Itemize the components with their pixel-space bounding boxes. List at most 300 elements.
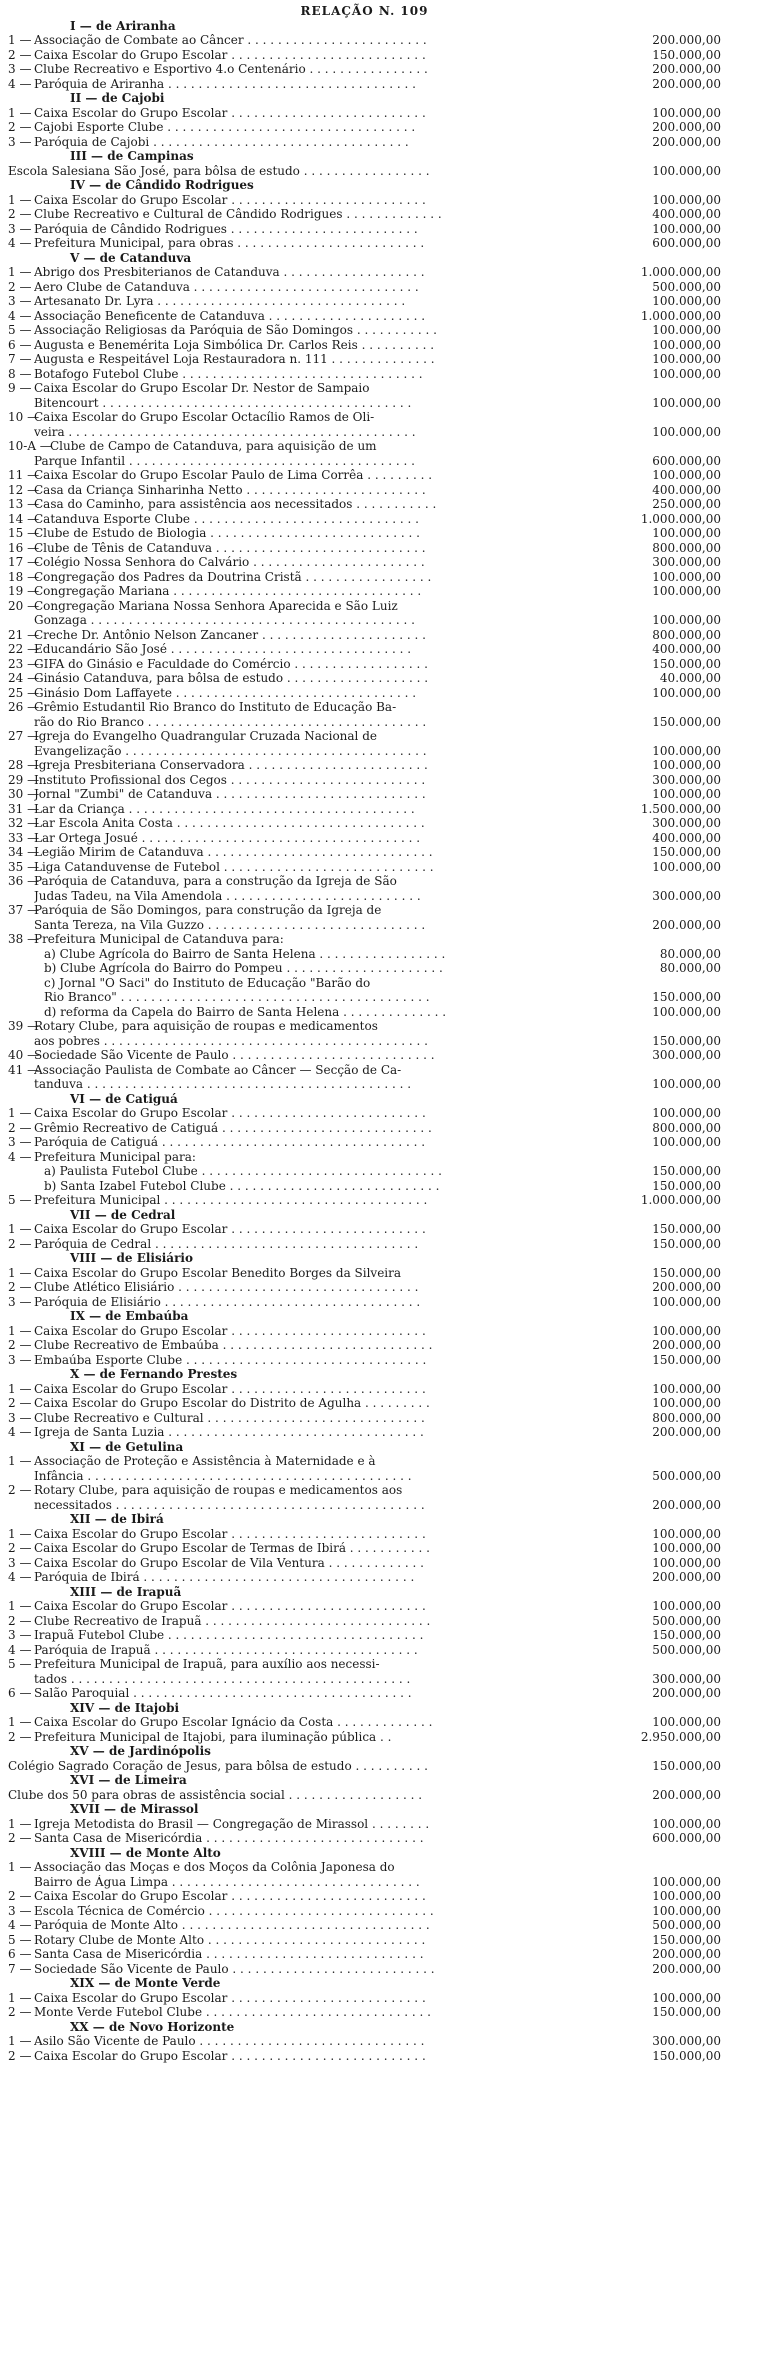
item-amount: 100.000,00	[652, 1323, 721, 1338]
item-number: 4 —	[8, 1642, 32, 1657]
item-amount: 150.000,00	[652, 1265, 721, 1280]
item-number: 1 —	[8, 1860, 32, 1874]
item-number: 28 —	[8, 758, 40, 772]
item-label: Lar da Criança . . . . . . . . . . . . . . . . . . . . . . . . . . . . . . . . . . . . . .	[34, 801, 415, 816]
item-number: 2 —	[8, 1889, 32, 1903]
item-number: 1 —	[8, 33, 32, 47]
section-heading	[8, 1092, 721, 1107]
item-label: Prefeitura Municipal . . . . . . . . . . . . . . . . . . . . . . . . . . . . . . . . . . .	[34, 1193, 428, 1207]
item-amount: 1.000.000,00	[640, 511, 721, 526]
item-amount: 200.000,00	[652, 1686, 721, 1700]
list-item	[8, 729, 721, 744]
item-amount: 100.000,00	[652, 1816, 721, 1831]
item-label: Associação Paulista de Combate ao Câncer — Secção de Ca-	[34, 1062, 402, 1077]
item-label: Caixa Escolar do Grupo Escolar . . . . . . . . . . . . . . . . . . . . . . . . . .	[34, 1323, 426, 1338]
item-amount: 100.000,00	[652, 221, 721, 236]
item-number: 17 —	[8, 555, 40, 569]
item-amount: 100.000,00	[652, 1990, 721, 2005]
item-amount: 800.000,00	[652, 1410, 721, 1425]
item-amount: 100.000,00	[652, 163, 721, 178]
item-label: Caixa Escolar do Grupo Escolar . . . . . . . . . . . . . . . . . . . . . . . . . .	[34, 1381, 426, 1396]
item-number: 7 —	[8, 1961, 32, 1976]
list-item	[8, 120, 721, 135]
item-amount: 150.000,00	[652, 1222, 721, 1236]
item-label: b) Clube Agrícola do Bairro do Pompeu . . . . . . . . . . . . . . . . . . . . .	[44, 961, 443, 975]
item-number: 12 —	[8, 482, 40, 497]
item-amount: 400.000,00	[652, 482, 721, 497]
section-title: IV — de Cândido Rodrigues	[70, 178, 254, 192]
item-label: Colégio Sagrado Coração de Jesus, para bôlsa de estudo . . . . . . . . . .	[8, 1758, 428, 1773]
item-number: 5 —	[8, 1932, 32, 1947]
item-amount: 400.000,00	[652, 207, 721, 221]
section-title: XIX — de Monte Verde	[70, 1976, 221, 1990]
item-amount: 200.000,00	[652, 1280, 721, 1294]
item-number: 25 —	[8, 685, 40, 700]
item-number: 6 —	[8, 1947, 32, 1961]
item-amount: 200.000,00	[652, 62, 721, 76]
item-number: 5 —	[8, 323, 32, 337]
list-item	[8, 207, 721, 222]
item-label: Associação Beneficente de Catanduva . . . . . . . . . . . . . . . . . . . . .	[34, 308, 426, 323]
item-label: Clube de Campo de Catanduva, para aquisição de um	[50, 439, 377, 453]
item-amount: 100.000,00	[652, 526, 721, 540]
item-label: Paróquia de São Domingos, para construção da Igreja de	[34, 903, 382, 917]
section-title: VIII — de Elisiário	[70, 1251, 193, 1265]
item-number: 2 —	[8, 2048, 32, 2063]
item-label: Judas Tadeu, na Vila Amendola . . . . . . . . . . . . . . . . . . . . . . . . . .	[34, 888, 421, 903]
item-amount: 100.000,00	[652, 1135, 721, 1149]
list-subitem	[8, 1164, 721, 1179]
item-number: 8 —	[8, 366, 32, 381]
section-heading	[8, 1802, 721, 1817]
item-number: 37 —	[8, 903, 40, 917]
list-item	[8, 1788, 721, 1803]
list-item	[8, 1672, 721, 1687]
item-label: Clube Recreativo de Embaúba . . . . . . . . . . . . . . . . . . . . . . . . . . . .	[34, 1338, 433, 1352]
item-label: Paróquia de Elisiário . . . . . . . . . . . . . . . . . . . . . . . . . . . . . . . . . .	[34, 1294, 421, 1309]
list-item	[8, 193, 721, 208]
section-heading	[8, 1309, 721, 1324]
item-label: Clube Recreativo e Esportivo 4.o Centenário . . . . . . . . . . . . . . . .	[34, 62, 428, 76]
list-item	[8, 1686, 721, 1701]
item-label: Infância . . . . . . . . . . . . . . . . . . . . . . . . . . . . . . . . . . . . . . . . . . .	[34, 1468, 412, 1483]
list-item	[8, 1106, 721, 1121]
item-amount: 100.000,00	[652, 584, 721, 598]
item-number: 3 —	[8, 1903, 32, 1918]
item-label: Augusta e Respeitável Loja Restauradora n. 111 . . . . . . . . . . . . . .	[34, 352, 435, 366]
list-item	[8, 1875, 721, 1890]
item-number: 3 —	[8, 221, 32, 236]
item-number: 2 —	[8, 1396, 32, 1410]
item-number: 2 —	[8, 279, 32, 294]
list-item	[8, 671, 721, 686]
list-item	[8, 584, 721, 599]
item-number: 2 —	[8, 1280, 32, 1294]
item-number: 38 —	[8, 932, 40, 946]
item-amount: 100.000,00	[652, 1077, 721, 1091]
section-heading	[8, 178, 721, 193]
item-amount: 1.500.000,00	[640, 801, 721, 816]
item-amount: 100.000,00	[652, 787, 721, 801]
item-number: 1 —	[8, 1599, 32, 1613]
item-number: 10 —	[8, 410, 40, 424]
item-amount: 200.000,00	[652, 120, 721, 134]
list-item	[8, 468, 721, 483]
list-item	[8, 1962, 721, 1977]
item-amount: 100.000,00	[652, 192, 721, 207]
item-number: 15 —	[8, 526, 40, 540]
list-item	[8, 1063, 721, 1078]
section-heading	[8, 1440, 721, 1455]
item-amount: 100.000,00	[652, 1599, 721, 1613]
list-subitem	[8, 961, 721, 976]
item-label: Igreja Metodista do Brasil — Congregação de Mirassol . . . . . . . .	[34, 1816, 430, 1831]
list-item	[8, 1947, 721, 1962]
item-amount: 100.000,00	[652, 685, 721, 700]
item-number: 1 —	[8, 1323, 32, 1338]
item-amount: 80.000,00	[659, 946, 721, 961]
item-label: tados . . . . . . . . . . . . . . . . . . . . . . . . . . . . . . . . . . . . . . . . . . . . .	[34, 1671, 411, 1686]
item-label: Caixa Escolar do Grupo Escolar . . . . . . . . . . . . . . . . . . . . . . . . . .	[34, 1526, 426, 1541]
item-number: 9 —	[8, 381, 32, 395]
section-title: IX — de Embaúba	[70, 1309, 189, 1323]
item-label: Abrigo dos Presbiterianos de Catanduva . . . . . . . . . . . . . . . . . . .	[34, 265, 425, 279]
item-number: 22 —	[8, 642, 40, 656]
item-label: a) Paulista Futebol Clube . . . . . . . . . . . . . . . . . . . . . . . . . . . . . . . .	[44, 1164, 442, 1178]
item-label: Botafogo Futebol Clube . . . . . . . . . . . . . . . . . . . . . . . . . . . . . . . .	[34, 366, 423, 381]
item-amount: 600.000,00	[652, 236, 721, 250]
item-number: 3 —	[8, 1628, 32, 1642]
list-item	[8, 1266, 721, 1281]
item-label: Bitencourt . . . . . . . . . . . . . . . . . . . . . . . . . . . . . . . . . . . . . . . . .	[34, 395, 412, 410]
item-label: Paróquia de Ariranha . . . . . . . . . . . . . . . . . . . . . . . . . . . . . . . . .	[34, 76, 416, 91]
list-item	[8, 541, 721, 556]
list-item	[8, 1411, 721, 1426]
list-item	[8, 1759, 721, 1774]
page-title: RELAÇÃO N. 109	[300, 4, 429, 18]
item-label: Clube dos 50 para obras de assistência social . . . . . . . . . . . . . . . . . .	[8, 1787, 423, 1802]
item-amount: 100.000,00	[652, 1381, 721, 1396]
item-amount: 100.000,00	[652, 352, 721, 366]
item-label: Sociedade São Vicente de Paulo . . . . . . . . . . . . . . . . . . . . . . . . . . .	[34, 1961, 435, 1976]
item-label: Escola Técnica de Comércio . . . . . . . . . . . . . . . . . . . . . . . . . . . . . .	[34, 1903, 434, 1918]
list-item	[8, 367, 721, 382]
item-amount: 1.000.000,00	[640, 265, 721, 279]
list-item	[8, 613, 721, 628]
item-label: Salão Paroquial . . . . . . . . . . . . . . . . . . . . . . . . . . . . . . . . . . . . .	[34, 1686, 412, 1700]
list-item	[8, 396, 721, 411]
item-label: Cajobi Esporte Clube . . . . . . . . . . . . . . . . . . . . . . . . . . . . . . . . .	[34, 120, 416, 134]
item-label: Rio Branco" . . . . . . . . . . . . . . . . . . . . . . . . . . . . . . . . . . . . . . . . .	[44, 990, 430, 1004]
item-amount: 100.000,00	[652, 395, 721, 410]
item-label: Caixa Escolar do Grupo Escolar . . . . . . . . . . . . . . . . . . . . . . . . . .	[34, 105, 426, 120]
list-subitem	[8, 990, 721, 1005]
item-label: Parque Infantil . . . . . . . . . . . . . . . . . . . . . . . . . . . . . . . . . . . . . .	[34, 453, 415, 468]
list-item	[8, 845, 721, 860]
item-label: Prefeitura Municipal para:	[34, 1149, 196, 1164]
section-title: XII — de Ibirá	[70, 1512, 164, 1526]
item-amount: 100.000,00	[652, 1106, 721, 1120]
item-amount: 800.000,00	[652, 1120, 721, 1135]
item-label: Lar Escola Anita Costa . . . . . . . . . . . . . . . . . . . . . . . . . . . . . . . . .	[34, 816, 425, 830]
item-amount: 150.000,00	[652, 2005, 721, 2019]
section-heading	[8, 1773, 721, 1788]
item-amount: 800.000,00	[652, 540, 721, 555]
section-title: II — de Cajobi	[70, 91, 165, 105]
item-amount: 300.000,00	[652, 555, 721, 569]
item-number: 1 —	[8, 1106, 32, 1120]
item-number: 3 —	[8, 62, 32, 76]
list-item	[8, 1077, 721, 1092]
item-amount: 150.000,00	[652, 1236, 721, 1251]
item-amount: 200.000,00	[652, 1338, 721, 1352]
item-label: Clube Recreativo de Irapuã . . . . . . . . . . . . . . . . . . . . . . . . . . . . . .	[34, 1613, 431, 1628]
list-item	[8, 352, 721, 367]
item-amount: 1.000.000,00	[640, 308, 721, 323]
item-label: Jornal "Zumbi" de Catanduva . . . . . . . . . . . . . . . . . . . . . . . . . . . .	[34, 787, 426, 801]
item-number: 35 —	[8, 859, 40, 874]
item-amount: 250.000,00	[652, 497, 721, 511]
item-amount: 100.000,00	[652, 859, 721, 874]
item-number: 1 —	[8, 2034, 32, 2048]
list-item	[8, 700, 721, 715]
list-item	[8, 280, 721, 295]
list-item	[8, 483, 721, 498]
item-amount: 150.000,00	[652, 1758, 721, 1773]
item-label: GIFA do Ginásio e Faculdade do Comércio . . . . . . . . . . . . . . . . . .	[34, 656, 428, 671]
item-number: 1 —	[8, 1265, 32, 1280]
item-label: Caixa Escolar do Grupo Escolar . . . . . . . . . . . . . . . . . . . . . . . . . .	[34, 2048, 426, 2063]
item-label: Clube Recreativo e Cultural . . . . . . . . . . . . . . . . . . . . . . . . . . . . .	[34, 1410, 425, 1425]
section-title: XIII — de Irapuã	[70, 1584, 182, 1599]
item-number: 2 —	[8, 1120, 32, 1135]
item-label: Lar Ortega Josué . . . . . . . . . . . . . . . . . . . . . . . . . . . . . . . . . . . . .	[34, 830, 421, 845]
section-title: XV — de Jardinópolis	[70, 1744, 211, 1758]
item-label: Rotary Clube, para aquisição de roupas e medicamentos aos	[34, 1483, 403, 1497]
item-number: 1 —	[8, 1526, 32, 1541]
item-label: Rotary Clube de Monte Alto . . . . . . . . . . . . . . . . . . . . . . . . . . . . .	[34, 1932, 426, 1947]
item-amount: 400.000,00	[652, 642, 721, 656]
list-item	[8, 48, 721, 63]
list-item	[8, 570, 721, 585]
item-amount: 100.000,00	[652, 424, 721, 439]
item-label: Paróquia de Ibirá . . . . . . . . . . . . . . . . . . . . . . . . . . . . . . . . . . . .	[34, 1570, 415, 1584]
item-label: Grêmio Recreativo de Catiguá . . . . . . . . . . . . . . . . . . . . . . . . . . . .	[34, 1120, 432, 1135]
section-title: I — de Ariranha	[70, 18, 176, 33]
item-number: 20 —	[8, 598, 40, 613]
list-item	[8, 1454, 721, 1469]
item-amount: 2.950.000,00	[640, 1729, 721, 1744]
section-heading	[8, 149, 721, 164]
list-item	[8, 1889, 721, 1904]
item-label: Sociedade São Vicente de Paulo . . . . . . . . . . . . . . . . . . . . . . . . . . .	[34, 1048, 435, 1062]
item-label: Santa Tereza, na Vila Guzzo . . . . . . . . . . . . . . . . . . . . . . . . . . . . .	[34, 917, 426, 932]
list-item	[8, 628, 721, 643]
item-amount: 200.000,00	[652, 134, 721, 149]
item-label: necessitados . . . . . . . . . . . . . . . . . . . . . . . . . . . . . . . . . . . . . . . . .	[34, 1497, 425, 1512]
list-item	[8, 1730, 721, 1745]
section-heading	[8, 1585, 721, 1600]
list-item	[8, 1657, 721, 1672]
section-heading	[8, 91, 721, 106]
item-label: veira . . . . . . . . . . . . . . . . . . . . . . . . . . . . . . . . . . . . . . . . . . . . . .	[34, 424, 416, 439]
list-item	[8, 1817, 721, 1832]
list-item	[8, 1121, 721, 1136]
item-label: Gonzaga . . . . . . . . . . . . . . . . . . . . . . . . . . . . . . . . . . . . . . . . . . .	[34, 613, 415, 627]
section-title: V — de Catanduva	[70, 250, 192, 265]
list-item	[8, 1933, 721, 1948]
item-number: 19 —	[8, 584, 40, 598]
list-item	[8, 599, 721, 614]
list-item	[8, 2034, 721, 2049]
item-label: Santa Casa de Misericórdia . . . . . . . . . . . . . . . . . . . . . . . . . . . . .	[34, 1947, 424, 1961]
item-amount: 150.000,00	[652, 1178, 721, 1193]
list-item	[8, 2005, 721, 2020]
item-label: Paróquia de Catanduva, para a construção da Igreja de São	[34, 874, 397, 888]
item-label: Casa do Caminho, para assistência aos necessitados . . . . . . . . . . .	[34, 497, 437, 511]
list-item	[8, 787, 721, 802]
item-amount: 500.000,00	[652, 1918, 721, 1932]
list-item	[8, 1541, 721, 1556]
item-label: Aero Clube de Catanduva . . . . . . . . . . . . . . . . . . . . . . . . . . . . . .	[34, 279, 419, 294]
item-number: 2 —	[8, 47, 32, 62]
item-number: 21 —	[8, 627, 40, 642]
item-amount: 200.000,00	[652, 917, 721, 932]
item-amount: 200.000,00	[652, 76, 721, 91]
item-number: 40 —	[8, 1048, 40, 1062]
item-amount: 150.000,00	[652, 1164, 721, 1178]
section-title: XI — de Getulina	[70, 1439, 184, 1454]
list-item	[8, 1237, 721, 1252]
item-number: 2 —	[8, 1338, 32, 1352]
item-amount: 200.000,00	[652, 1425, 721, 1439]
item-amount: 150.000,00	[652, 1932, 721, 1947]
item-label: Associação de Proteção e Assistência à Maternidade e à	[34, 1454, 376, 1468]
section-title: XVI — de Limeira	[70, 1773, 187, 1787]
item-label: b) Santa Izabel Futebol Clube . . . . . . . . . . . . . . . . . . . . . . . . . . . .	[44, 1178, 440, 1193]
item-number: 3 —	[8, 1410, 32, 1425]
item-label: Augusta e Benemérita Loja Simbólica Dr. Carlos Reis . . . . . . . . . .	[34, 337, 435, 352]
item-amount: 600.000,00	[652, 453, 721, 468]
list-item	[8, 77, 721, 92]
item-number: 3 —	[8, 294, 32, 308]
item-amount: 500.000,00	[652, 1642, 721, 1657]
item-number: 1 —	[8, 265, 32, 279]
list-item	[8, 62, 721, 77]
item-number: 23 —	[8, 656, 40, 671]
item-amount: 40.000,00	[659, 671, 721, 685]
item-label: Paróquia de Cândido Rodrigues . . . . . . . . . . . . . . . . . . . . . . . . .	[34, 221, 418, 236]
section-title: III — de Campinas	[70, 149, 194, 163]
item-label: Prefeitura Municipal, para obras . . . . . . . . . . . . . . . . . . . . . . . . .	[34, 236, 425, 250]
item-label: Prefeitura Municipal de Catanduva para:	[34, 932, 284, 946]
item-number: 13 —	[8, 497, 40, 511]
list-item	[8, 309, 721, 324]
item-number: 14 —	[8, 511, 40, 526]
list-item	[8, 2049, 721, 2064]
item-label: rão do Rio Branco . . . . . . . . . . . . . . . . . . . . . . . . . . . . . . . . . . . . .	[34, 714, 427, 729]
item-number: 2 —	[8, 207, 32, 221]
list-item	[8, 1570, 721, 1585]
section-title: XVIII — de Monte Alto	[70, 1845, 221, 1860]
item-label: Caixa Escolar do Grupo Escolar . . . . . . . . . . . . . . . . . . . . . . . . . .	[34, 192, 426, 207]
item-label: Clube de Tênis de Catanduva . . . . . . . . . . . . . . . . . . . . . . . . . . . .	[34, 540, 426, 555]
item-amount: 100.000,00	[652, 1541, 721, 1555]
list-item	[8, 381, 721, 396]
item-number: 2 —	[8, 1831, 32, 1845]
item-label: Caixa Escolar do Grupo Escolar Dr. Nestor de Sampaio	[34, 381, 370, 395]
item-label: Caixa Escolar do Grupo Escolar . . . . . . . . . . . . . . . . . . . . . . . . . .	[34, 1106, 426, 1120]
item-number: 2 —	[8, 1236, 32, 1251]
item-number: 11 —	[8, 468, 40, 482]
item-label: Caixa Escolar do Grupo Escolar . . . . . . . . . . . . . . . . . . . . . . . . . .	[34, 1889, 426, 1903]
item-label: Instituto Profissional dos Cegos . . . . . . . . . . . . . . . . . . . . . . . . . .	[34, 772, 426, 787]
item-label: Caixa Escolar do Grupo Escolar Benedito Borges da Silveira	[34, 1265, 402, 1280]
item-number: 6 —	[8, 337, 32, 352]
list-item	[8, 1715, 721, 1730]
section-heading	[8, 1251, 721, 1266]
item-label: Bairro de Água Limpa . . . . . . . . . . . . . . . . . . . . . . . . . . . . . . . . .	[34, 1874, 420, 1889]
item-number: 27 —	[8, 729, 40, 743]
item-label: Caixa Escolar do Grupo Escolar . . . . . . . . . . . . . . . . . . . . . . . . . .	[34, 1990, 426, 2005]
item-label: d) reforma da Capela do Bairro de Santa Helena . . . . . . . . . . . . . .	[44, 1004, 447, 1019]
list-item	[8, 1150, 721, 1165]
item-label: tanduva . . . . . . . . . . . . . . . . . . . . . . . . . . . . . . . . . . . . . . . . . . .	[34, 1077, 412, 1091]
item-amount: 200.000,00	[652, 1570, 721, 1584]
list-item	[8, 555, 721, 570]
item-amount: 200.000,00	[652, 1961, 721, 1976]
list-item	[8, 816, 721, 831]
item-amount: 150.000,00	[652, 1352, 721, 1367]
item-label: Congregação dos Padres da Doutrina Cristã . . . . . . . . . . . . . . . . .	[34, 569, 432, 584]
item-amount: 100.000,00	[652, 743, 721, 758]
item-amount: 100.000,00	[652, 105, 721, 120]
item-amount: 1.000.000,00	[640, 1193, 721, 1207]
list-item	[8, 1628, 721, 1643]
item-amount: 100.000,00	[652, 1889, 721, 1903]
list-item	[8, 932, 721, 947]
item-number: 26 —	[8, 700, 40, 714]
item-label: Ginásio Dom Laffayete . . . . . . . . . . . . . . . . . . . . . . . . . . . . . . . .	[34, 685, 417, 700]
item-amount: 150.000,00	[652, 990, 721, 1004]
item-number: 3 —	[8, 1555, 32, 1570]
list-item	[8, 874, 721, 889]
item-number: 1 —	[8, 1381, 32, 1396]
item-number: 29 —	[8, 772, 40, 787]
list-item	[8, 164, 721, 179]
list-item	[8, 1469, 721, 1484]
item-amount: 200.000,00	[652, 1497, 721, 1512]
list-item	[8, 265, 721, 280]
item-amount: 100.000,00	[652, 758, 721, 772]
list-item	[8, 1048, 721, 1063]
list-item	[8, 512, 721, 527]
item-number: 31 —	[8, 801, 40, 816]
list-item	[8, 454, 721, 469]
item-number: 4 —	[8, 1149, 32, 1164]
item-number: 2 —	[8, 120, 32, 134]
item-number: 24 —	[8, 671, 40, 685]
item-amount: 100.000,00	[652, 1903, 721, 1918]
item-label: Caixa Escolar do Grupo Escolar de Vila Ventura . . . . . . . . . . . . .	[34, 1555, 424, 1570]
item-label: Colégio Nossa Senhora do Calvário . . . . . . . . . . . . . . . . . . . . . . .	[34, 555, 425, 569]
item-label: Igreja Presbiteriana Conservadora . . . . . . . . . . . . . . . . . . . . . . . .	[34, 758, 428, 772]
item-number: 1 —	[8, 105, 32, 120]
item-number: 1 —	[8, 192, 32, 207]
item-amount: 100.000,00	[652, 294, 721, 308]
list-item	[8, 1222, 721, 1237]
item-label: Creche Dr. Antônio Nelson Zancaner . . . . . . . . . . . . . . . . . . . . . .	[34, 627, 426, 642]
